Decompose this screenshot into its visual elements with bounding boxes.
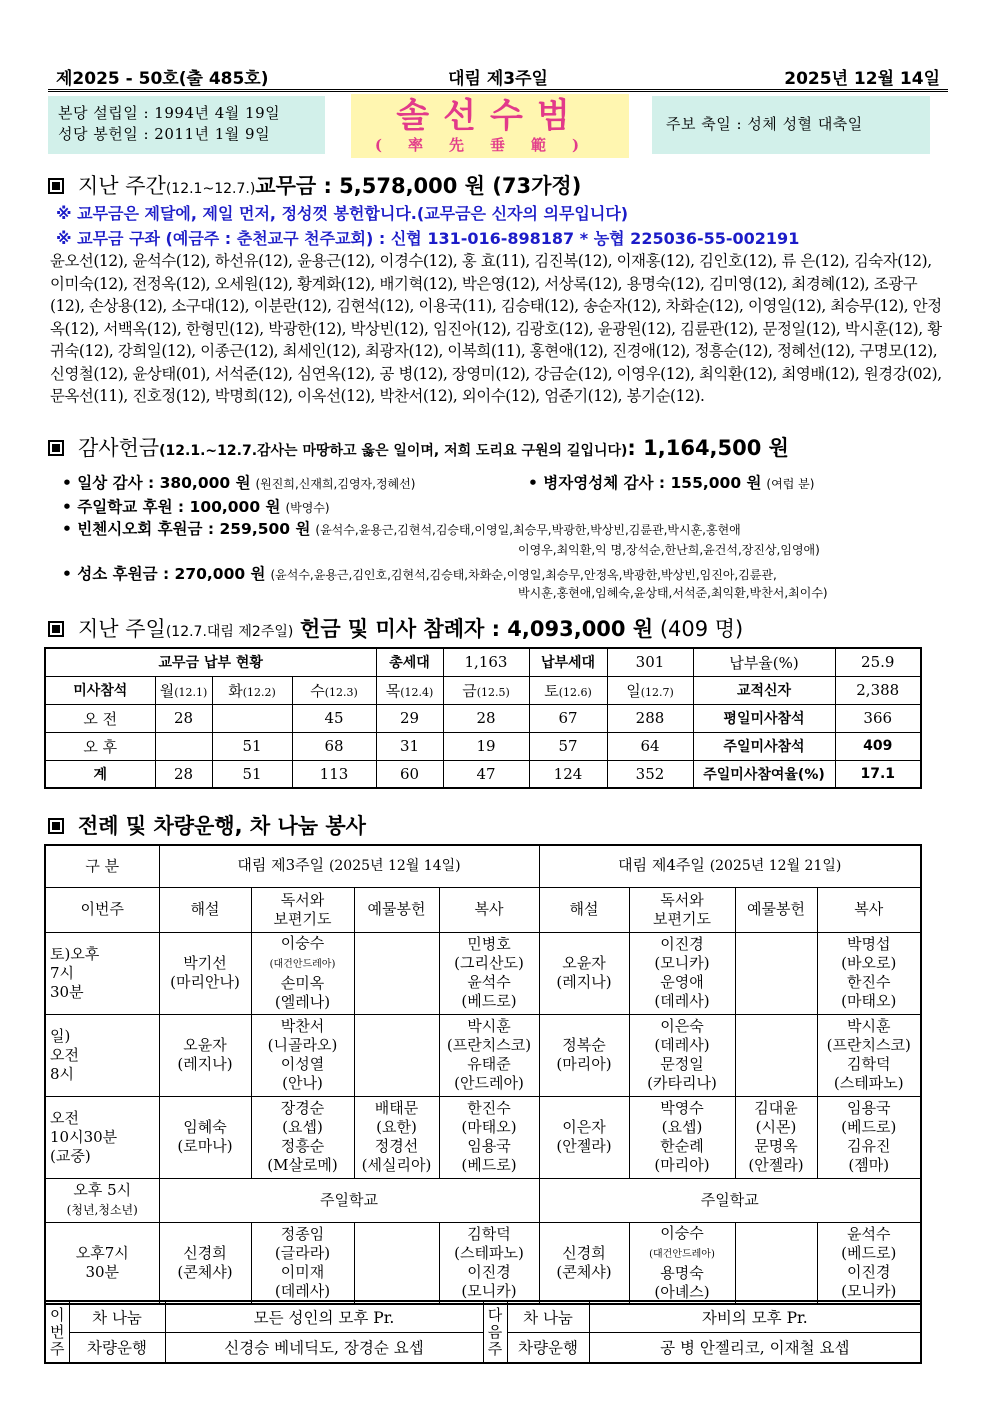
table-cell: 교무금 납부 현황: [45, 648, 376, 676]
table-cell: 오윤자 (레지나): [539, 932, 629, 1014]
table-cell: 51: [212, 732, 292, 760]
table-cell: 배태문 (요한) 정경선 (세실리아): [354, 1096, 439, 1178]
table-cell: 이진경 (모니카) 운영애 (데레사): [629, 932, 735, 1014]
table-cell: 113: [292, 760, 376, 788]
table-cell: 409: [835, 732, 921, 760]
tithe-account-note: ※ 교무금 구좌 (예금주 : 춘천교구 천주교회) : 신협 131-016-898187 * 농협 225036-55-002191: [56, 229, 800, 248]
table-cell: 64: [607, 732, 693, 760]
table-cell: 예물봉헌: [735, 887, 817, 932]
issue-number: 제2025 - 50호(출 485호): [56, 69, 269, 89]
table-cell: 민병호 (그리산도) 윤석수 (베드로): [439, 932, 539, 1014]
table-cell: 박기선 (마리안나): [159, 932, 251, 1014]
table-cell: 박찬서 (니골라오) 이성열 (안나): [251, 1014, 354, 1096]
table-row: [45, 1096, 921, 1178]
table-cell: 신경희 (콘체샤): [159, 1222, 251, 1304]
table-cell: 288: [607, 704, 693, 732]
table-row: [45, 845, 921, 887]
table-cell: [735, 1222, 817, 1304]
table-cell: 총세대: [376, 648, 443, 676]
table-cell: 이은숙 (데레사) 문정일 (카타리나): [629, 1014, 735, 1096]
table-cell: 수(12.3): [292, 676, 376, 704]
bulletin-header: [48, 62, 948, 92]
table-cell: 신경희 (콘체샤): [539, 1222, 629, 1304]
table-row: 차량운행 신경승 베네딕도, 장경순 요셉 차량운행 공 병 안젤리코, 이재철 요셉: [45, 1332, 921, 1363]
tithe-name-list: 윤오선(12), 윤석수(12), 하선유(12), 윤용근(12), 이경수(12), 홍 효(11), 김진복(12), 이재홍(12), 김인호(12), 류 은(12), 김숙자(12), 이미숙(12), 전정옥(12), 오세원(12), 황계화(12), 배기혁(12), 박은영(12), 서상록(12), 용명숙(12), 김미영(12), 최경혜(12), 조광구(12), 손상용(12), 소구대(12), 이분란(12), 김현석(12), 이용국(11), 김승태(12), 송순자(12), 차화순(12), 이영일(12), 최승무(12), 안정옥(12), 서백옥(12), 한형민(12), 박광한(12), 박상빈(12), 임진아(12), 김광호(12), 윤광원(12), 김륜관(12), 문정일(12), 박시훈(12), 황귀숙(12), 강희일(12), 이종근(12), 최세인(12), 최광자(12), 이복희(11), 홍현애(12), 진경애(12), 정흥순(12), 정혜선(12), 구명모(12), 신영철(12), 윤상태(01), 서석준(12), 심연옥(12), 공 병(12), 장영미(12), 강금순(12), 이영우(12), 최익환(12), 최영배(12), 원경강(02), 문옥선(11), 진호정(12), 박명희(12), 이옥선(12), 박찬서(12), 외이수(12), 엄준기(12), 봉기순(12).: [50, 252, 942, 405]
table-cell: 28: [155, 760, 212, 788]
table-cell: 임용국 (베드로) 김유진 (젬마): [817, 1096, 921, 1178]
table-cell: 김대윤 (시몬) 문명옥 (안젤라): [735, 1096, 817, 1178]
sunday-section-title: 지난 주일(12.7.대림 제2주일) 헌금 및 미사 참례자 : 4,093,000 원 (409 명): [48, 613, 743, 643]
table-cell: 해설: [159, 887, 251, 932]
motto-hanja: (率先垂範): [374, 136, 606, 154]
table-cell: 오후 5시 (청년,청소년): [45, 1178, 159, 1222]
table-cell: 19: [443, 732, 529, 760]
feast-box: [652, 96, 930, 154]
table-cell: 한진수 (마태오) 임용국 (베드로): [439, 1096, 539, 1178]
table-cell: 독서와 보편기도: [629, 887, 735, 932]
table-cell: 일) 오전 8시: [45, 1014, 159, 1096]
table-cell: 352: [607, 760, 693, 788]
table-cell: 복사: [817, 887, 921, 932]
table-cell: 주일학교: [539, 1178, 921, 1222]
table-cell: 이 번 주: [45, 1301, 69, 1363]
liturgical-week: 대림 제3주일: [448, 69, 548, 89]
table-cell: 구 분: [45, 845, 159, 887]
table-cell: [735, 1014, 817, 1096]
table-cell: 교적신자: [693, 676, 835, 704]
table-cell: 29: [376, 704, 443, 732]
liturgy-table: [44, 844, 922, 1305]
thanks-section-title: 감사헌금(12.1.~12.7.감사는 마땅하고 옳은 일이며, 저희 도리요 구원의 길입니다): 1,164,500 원: [48, 432, 789, 462]
table-row: [45, 1178, 921, 1222]
table-row: [45, 887, 921, 932]
table-cell: 301: [607, 648, 693, 676]
table-cell: 납부율(%): [693, 648, 835, 676]
thanks-item-daily: • 일상 감사 : 380,000 원 (원진희,신재희,김영자,정혜선): [62, 474, 416, 492]
table-cell: [735, 932, 817, 1014]
table-row: [45, 760, 921, 788]
thanks-item-sick: • 병자영성체 감사 : 155,000 원 (여럽 분): [528, 474, 815, 492]
table-cell: [155, 732, 212, 760]
motto-box: [351, 94, 629, 158]
table-cell: 독서와 보편기도: [251, 887, 354, 932]
table-cell: 금(12.5): [443, 676, 529, 704]
table-cell: 2,388: [835, 676, 921, 704]
table-row: 이 번 주 차 나눔 모든 성인의 모후 Pr. 다 음 주 차 나눔 자비의 모후 Pr.: [45, 1301, 921, 1332]
table-cell: 주일학교: [159, 1178, 539, 1222]
section-bullet-icon: [48, 621, 64, 637]
table-cell: 윤석수 (베드로) 이진경 (모니카): [817, 1222, 921, 1304]
table-cell: 토(12.6): [529, 676, 607, 704]
table-row: [45, 648, 921, 676]
table-cell: 대림 제4주일 (2025년 12월 21일): [539, 845, 921, 887]
service-table: [44, 1300, 922, 1364]
section-bullet-icon: [48, 818, 64, 834]
section-bullet-icon: [48, 440, 64, 456]
table-cell: 해설: [539, 887, 629, 932]
tithe-note: ※ 교무금은 제달에, 제일 먼저, 정성껏 봉헌합니다.(교무금은 신자의 의무입니다): [56, 204, 629, 223]
table-cell: 주일미사참여율(%): [693, 760, 835, 788]
table-row: [45, 932, 921, 1014]
section-bullet-icon: [48, 178, 64, 194]
table-cell: 47: [443, 760, 529, 788]
table-cell: 미사참석: [45, 676, 155, 704]
thanks-item-vocation: • 성소 후원금 : 270,000 원 (윤석수,윤용근,김인호,김현석,김승태,차화순,이영일,최승무,안정옥,박광한,박상빈,임진아,김륜관,: [62, 565, 777, 583]
table-cell: 예물봉헌: [354, 887, 439, 932]
table-cell: 이숭수 (대건안드레아) 용명숙 (아녜스): [629, 1222, 735, 1304]
table-cell: 28: [443, 704, 529, 732]
feast-text: 주보 축일 : 성체 성혈 대축일: [666, 115, 863, 133]
table-cell: 화(12.2): [212, 676, 292, 704]
table-cell: 박영수 (요셉) 한순례 (마리아): [629, 1096, 735, 1178]
table-cell: 28: [155, 704, 212, 732]
table-row: [45, 1014, 921, 1096]
table-cell: 김학덕 (스테파노) 이진경 (모니카): [439, 1222, 539, 1304]
table-cell: 박명섭 (바오로) 한진수 (마태오): [817, 932, 921, 1014]
table-cell: 일(12.7): [607, 676, 693, 704]
table-cell: 60: [376, 760, 443, 788]
table-cell: 계: [45, 760, 155, 788]
census-table: [44, 647, 922, 789]
table-cell: 1,163: [443, 648, 529, 676]
table-cell: 124: [529, 760, 607, 788]
founding-info-box: [48, 96, 325, 154]
table-cell: 평일미사참석: [693, 704, 835, 732]
table-cell: 이숭수 (대건안드레아) 손미옥 (엘레나): [251, 932, 354, 1014]
table-row: [45, 1222, 921, 1304]
table-cell: 대림 제3주일 (2025년 12월 14일): [159, 845, 539, 887]
table-cell: 이은자 (안젤라): [539, 1096, 629, 1178]
thanks-item-vocation-cont: 박시훈,홍현애,임혜숙,윤상태,서석준,최익환,박찬서,최이수): [518, 586, 828, 600]
table-cell: 오 전: [45, 704, 155, 732]
table-cell: 57: [529, 732, 607, 760]
table-cell: 45: [292, 704, 376, 732]
thanks-item-vincent: • 빈첸시오회 후원금 : 259,500 원 (윤석수,윤용근,김현석,김승태,이영일,최승무,박광한,박상빈,김륜관,박시훈,홍현애: [62, 520, 741, 538]
table-row: [45, 732, 921, 760]
table-row: [45, 676, 921, 704]
table-cell: 박시훈 (프란치스코) 유태준 (안드레아): [439, 1014, 539, 1096]
table-cell: 오 후: [45, 732, 155, 760]
liturgy-section-title: 전례 및 차량운행, 차 나눔 봉사: [48, 810, 366, 840]
table-cell: 오후7시 30분: [45, 1222, 159, 1304]
table-cell: 68: [292, 732, 376, 760]
tithe-section-title: 지난 주간(12.1~12.7.)교무금 : 5,578,000 원 (73가정): [48, 170, 581, 200]
table-cell: 다 음 주: [483, 1301, 507, 1363]
table-cell: 월(12.1): [155, 676, 212, 704]
table-cell: [354, 1014, 439, 1096]
table-cell: 납부세대: [529, 648, 607, 676]
table-cell: 임혜숙 (로마나): [159, 1096, 251, 1178]
table-row: [45, 704, 921, 732]
thanks-item-sunday-school: • 주일학교 후원 : 100,000 원 (박영수): [62, 498, 330, 516]
bulletin-date: 2025년 12월 14일: [784, 69, 940, 89]
table-cell: 목(12.4): [376, 676, 443, 704]
table-cell: [354, 932, 439, 1014]
table-cell: 31: [376, 732, 443, 760]
founding-date: 본당 설립일 : 1994년 4월 19일: [58, 104, 281, 122]
table-cell: 366: [835, 704, 921, 732]
table-cell: 17.1: [835, 760, 921, 788]
table-cell: 오전 10시30분 (교중): [45, 1096, 159, 1178]
table-cell: [212, 704, 292, 732]
table-cell: 주일미사참석: [693, 732, 835, 760]
thanks-item-vincent-cont: 이영우,최익환,익 명,장석순,한난희,윤건석,장진상,임영애): [518, 543, 820, 557]
table-cell: 정종임 (글라라) 이미재 (데레사): [251, 1222, 354, 1304]
table-cell: 정복순 (마리아): [539, 1014, 629, 1096]
dedication-date: 성당 봉헌일 : 2011년 1월 9일: [58, 125, 271, 143]
table-cell: 25.9: [835, 648, 921, 676]
table-cell: 박시훈 (프란치스코) 김학덕 (스테파노): [817, 1014, 921, 1096]
table-cell: 토)오후 7시 30분: [45, 932, 159, 1014]
table-cell: 이번주: [45, 887, 159, 932]
table-cell: 오윤자 (레지나): [159, 1014, 251, 1096]
motto-title: 솔선수범: [396, 96, 584, 136]
table-cell: 장경순 (요셉) 정흥순 (M살로메): [251, 1096, 354, 1178]
table-cell: [354, 1222, 439, 1304]
table-cell: 67: [529, 704, 607, 732]
table-cell: 51: [212, 760, 292, 788]
table-cell: 복사: [439, 887, 539, 932]
